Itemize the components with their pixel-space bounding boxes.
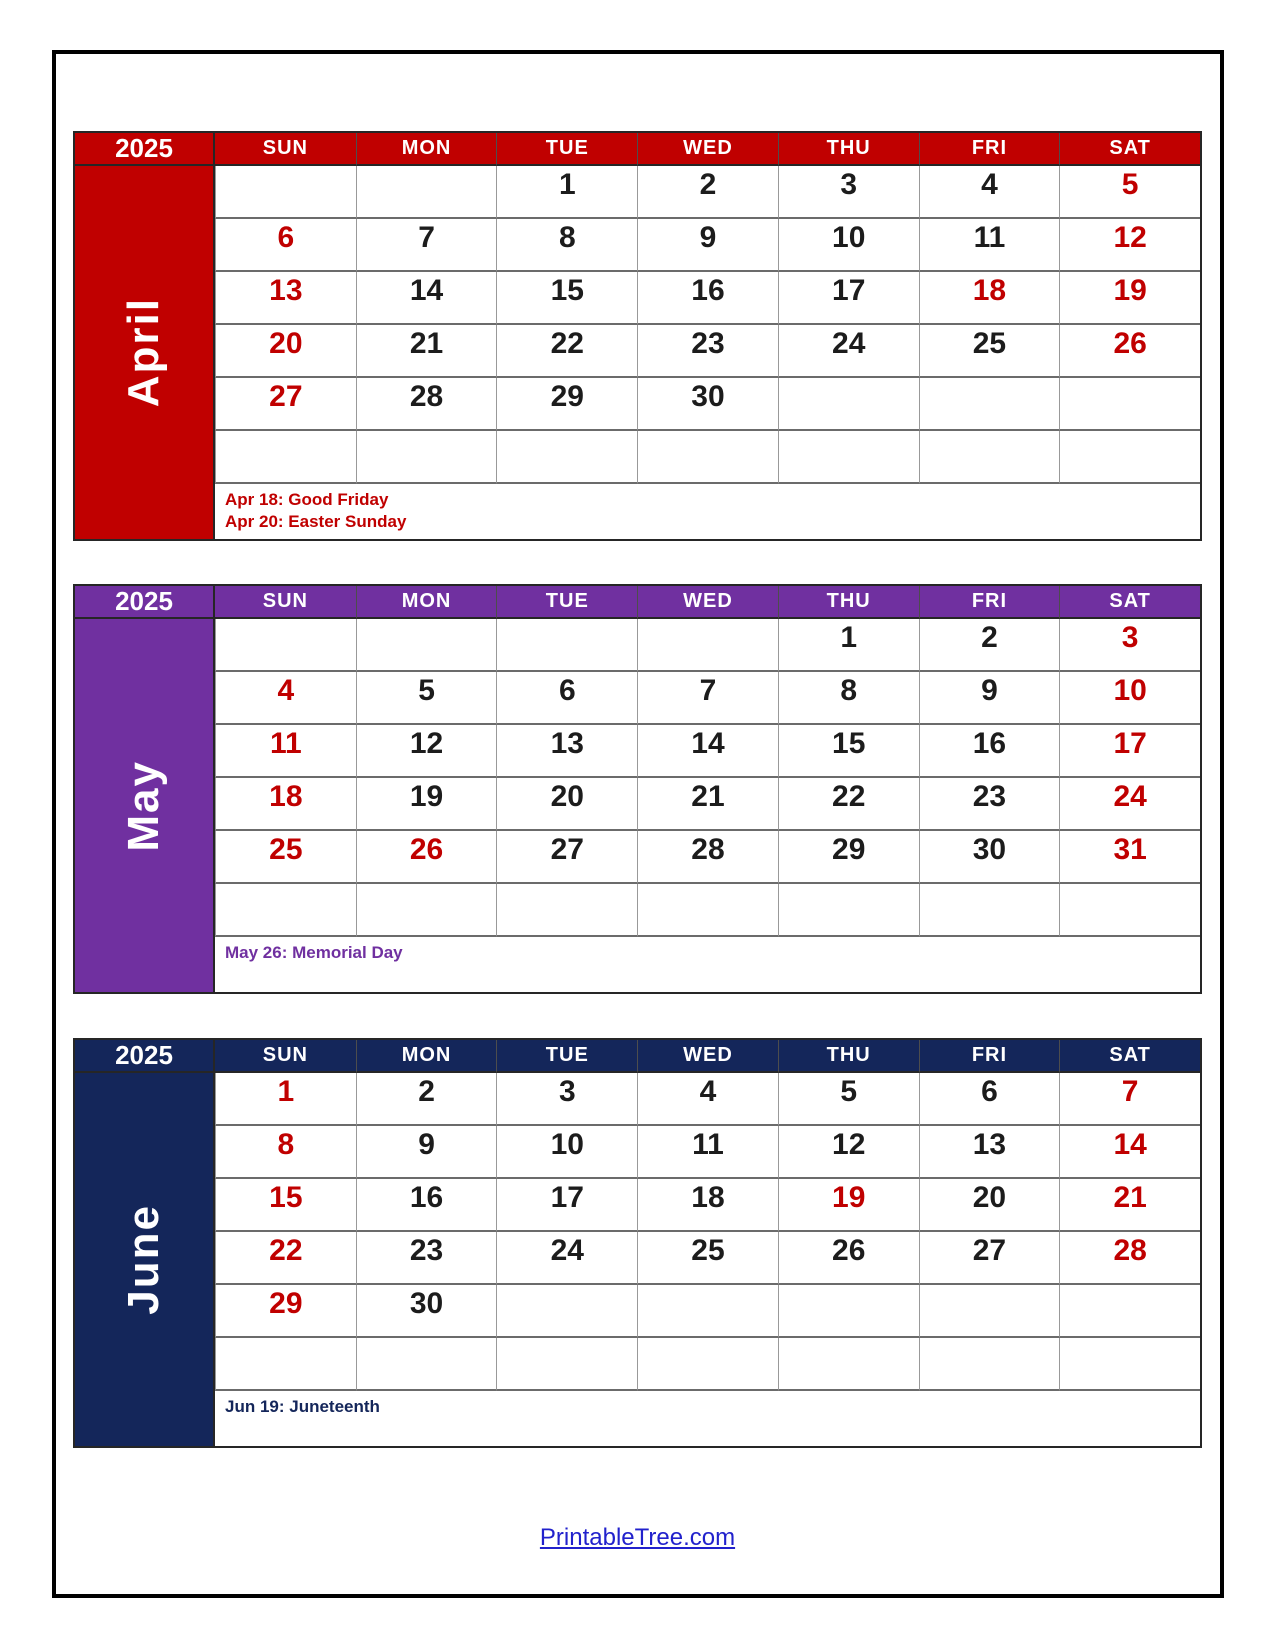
day-cell-13: 13 [919,1126,1060,1179]
weekday-header-tue: TUE [496,586,637,619]
day-cell-19: 19 [356,778,497,831]
month-sidebar [75,619,215,992]
day-cell-28: 28 [356,378,497,431]
day-cell-4: 4 [919,166,1060,219]
day-cell-6: 6 [919,1073,1060,1126]
weekday-header-wed: WED [637,133,778,166]
weekday-header-mon: MON [356,586,497,619]
day-cell-1: 1 [496,166,637,219]
month-sidebar [75,1073,215,1446]
day-cell-empty [496,1285,637,1338]
day-cell-empty [215,431,356,484]
day-cell-empty [637,619,778,672]
day-cell-15: 15 [215,1179,356,1232]
year-label: 2025 [75,586,215,619]
day-cell-1: 1 [215,1073,356,1126]
day-cell-empty [215,619,356,672]
day-cell-empty [1059,378,1200,431]
day-cell-empty [356,884,497,937]
day-cell-29: 29 [215,1285,356,1338]
day-cell-30: 30 [356,1285,497,1338]
day-cell-23: 23 [356,1232,497,1285]
day-cell-empty [1059,884,1200,937]
weekday-header-tue: TUE [496,1040,637,1073]
month-calendar-april [73,131,1202,541]
footer [0,1524,1275,1552]
day-cell-20: 20 [919,1179,1060,1232]
weekday-header-fri: FRI [919,586,1060,619]
day-cell-21: 21 [356,325,497,378]
day-cell-24: 24 [778,325,919,378]
day-cell-17: 17 [496,1179,637,1232]
day-cell-16: 16 [356,1179,497,1232]
day-cell-empty [637,1285,778,1338]
day-cell-6: 6 [215,219,356,272]
day-cell-10: 10 [1059,672,1200,725]
day-cell-2: 2 [356,1073,497,1126]
day-cell-26: 26 [356,831,497,884]
day-cell-empty [215,166,356,219]
year-label: 2025 [75,1040,215,1073]
day-cell-empty [356,619,497,672]
day-cell-empty [778,378,919,431]
holiday-note: Apr 18: Good Friday [225,490,389,509]
day-cell-14: 14 [637,725,778,778]
day-cell-empty [637,431,778,484]
day-cell-empty [919,884,1060,937]
day-cell-7: 7 [356,219,497,272]
month-label: April [119,297,168,408]
month-sidebar [75,166,215,539]
weekday-header-sun: SUN [215,586,356,619]
day-cell-30: 30 [919,831,1060,884]
holiday-notes [215,484,1200,539]
day-cell-11: 11 [215,725,356,778]
day-cell-empty [496,1338,637,1391]
day-cell-18: 18 [919,272,1060,325]
day-cell-8: 8 [215,1126,356,1179]
weekday-header-fri: FRI [919,133,1060,166]
day-cell-empty [215,884,356,937]
holiday-note: Jun 19: Juneteenth [225,1397,380,1416]
day-cell-empty [919,431,1060,484]
day-cell-25: 25 [919,325,1060,378]
weekday-header-mon: MON [356,133,497,166]
day-cell-empty [215,1338,356,1391]
weekday-header-wed: WED [637,1040,778,1073]
day-cell-12: 12 [778,1126,919,1179]
day-cell-21: 21 [1059,1179,1200,1232]
holiday-note: May 26: Memorial Day [225,943,403,962]
day-cell-20: 20 [215,325,356,378]
day-cell-16: 16 [637,272,778,325]
day-cell-empty [778,1285,919,1338]
day-cell-3: 3 [778,166,919,219]
holiday-notes [215,937,1200,992]
day-cell-empty [778,1338,919,1391]
day-cell-15: 15 [496,272,637,325]
day-cell-22: 22 [778,778,919,831]
day-cell-8: 8 [496,219,637,272]
weekday-header-fri: FRI [919,1040,1060,1073]
day-cell-29: 29 [778,831,919,884]
day-cell-3: 3 [1059,619,1200,672]
day-cell-11: 11 [919,219,1060,272]
day-cell-9: 9 [919,672,1060,725]
day-cell-empty [356,1338,497,1391]
day-cell-12: 12 [1059,219,1200,272]
weekday-header-sat: SAT [1059,133,1200,166]
day-cell-7: 7 [1059,1073,1200,1126]
day-cell-13: 13 [496,725,637,778]
month-calendar-may [73,584,1202,994]
day-cell-16: 16 [919,725,1060,778]
day-cell-9: 9 [356,1126,497,1179]
day-cell-5: 5 [1059,166,1200,219]
day-cell-5: 5 [356,672,497,725]
weekday-header-wed: WED [637,586,778,619]
weekday-header-mon: MON [356,1040,497,1073]
holiday-note: Apr 20: Easter Sunday [225,512,407,531]
weekday-header-thu: THU [778,133,919,166]
day-cell-2: 2 [919,619,1060,672]
day-cell-28: 28 [637,831,778,884]
day-cell-30: 30 [637,378,778,431]
day-cell-6: 6 [496,672,637,725]
day-cell-4: 4 [637,1073,778,1126]
day-cell-1: 1 [778,619,919,672]
day-cell-28: 28 [1059,1232,1200,1285]
day-cell-empty [778,884,919,937]
day-cell-empty [919,378,1060,431]
day-cell-18: 18 [637,1179,778,1232]
day-cell-empty [356,431,497,484]
day-cell-17: 17 [1059,725,1200,778]
day-cell-27: 27 [215,378,356,431]
day-cell-31: 31 [1059,831,1200,884]
day-cell-empty [637,884,778,937]
weekday-header-tue: TUE [496,133,637,166]
day-cell-empty [496,884,637,937]
holiday-notes [215,1391,1200,1446]
day-cell-24: 24 [496,1232,637,1285]
day-cell-20: 20 [496,778,637,831]
day-cell-9: 9 [637,219,778,272]
day-cell-empty [778,431,919,484]
day-cell-23: 23 [637,325,778,378]
day-cell-12: 12 [356,725,497,778]
day-cell-10: 10 [496,1126,637,1179]
day-cell-13: 13 [215,272,356,325]
day-cell-14: 14 [356,272,497,325]
month-calendar-june [73,1038,1202,1448]
day-cell-15: 15 [778,725,919,778]
day-cell-18: 18 [215,778,356,831]
weekday-header-sun: SUN [215,133,356,166]
day-cell-29: 29 [496,378,637,431]
day-cell-2: 2 [637,166,778,219]
day-cell-empty [356,166,497,219]
day-cell-4: 4 [215,672,356,725]
day-cell-11: 11 [637,1126,778,1179]
day-cell-empty [637,1338,778,1391]
day-cell-3: 3 [496,1073,637,1126]
day-cell-10: 10 [778,219,919,272]
day-cell-empty [919,1285,1060,1338]
day-cell-27: 27 [496,831,637,884]
day-cell-5: 5 [778,1073,919,1126]
footer-link[interactable]: PrintableTree.com [539,1524,736,1551]
day-cell-25: 25 [637,1232,778,1285]
weekday-header-thu: THU [778,586,919,619]
day-cell-8: 8 [778,672,919,725]
day-cell-27: 27 [919,1232,1060,1285]
day-cell-empty [919,1338,1060,1391]
day-cell-empty [1059,431,1200,484]
day-cell-19: 19 [778,1179,919,1232]
day-cell-25: 25 [215,831,356,884]
day-cell-26: 26 [1059,325,1200,378]
day-cell-empty [496,431,637,484]
day-cell-empty [1059,1285,1200,1338]
day-cell-22: 22 [496,325,637,378]
day-cell-21: 21 [637,778,778,831]
month-label: June [119,1204,168,1315]
weekday-header-sun: SUN [215,1040,356,1073]
weekday-header-thu: THU [778,1040,919,1073]
day-cell-23: 23 [919,778,1060,831]
day-cell-19: 19 [1059,272,1200,325]
day-cell-26: 26 [778,1232,919,1285]
day-cell-24: 24 [1059,778,1200,831]
day-cell-17: 17 [778,272,919,325]
day-cell-22: 22 [215,1232,356,1285]
day-cell-7: 7 [637,672,778,725]
day-cell-empty [1059,1338,1200,1391]
day-cell-empty [496,619,637,672]
weekday-header-sat: SAT [1059,1040,1200,1073]
weekday-header-sat: SAT [1059,586,1200,619]
day-cell-14: 14 [1059,1126,1200,1179]
year-label: 2025 [75,133,215,166]
month-label: May [119,759,168,852]
